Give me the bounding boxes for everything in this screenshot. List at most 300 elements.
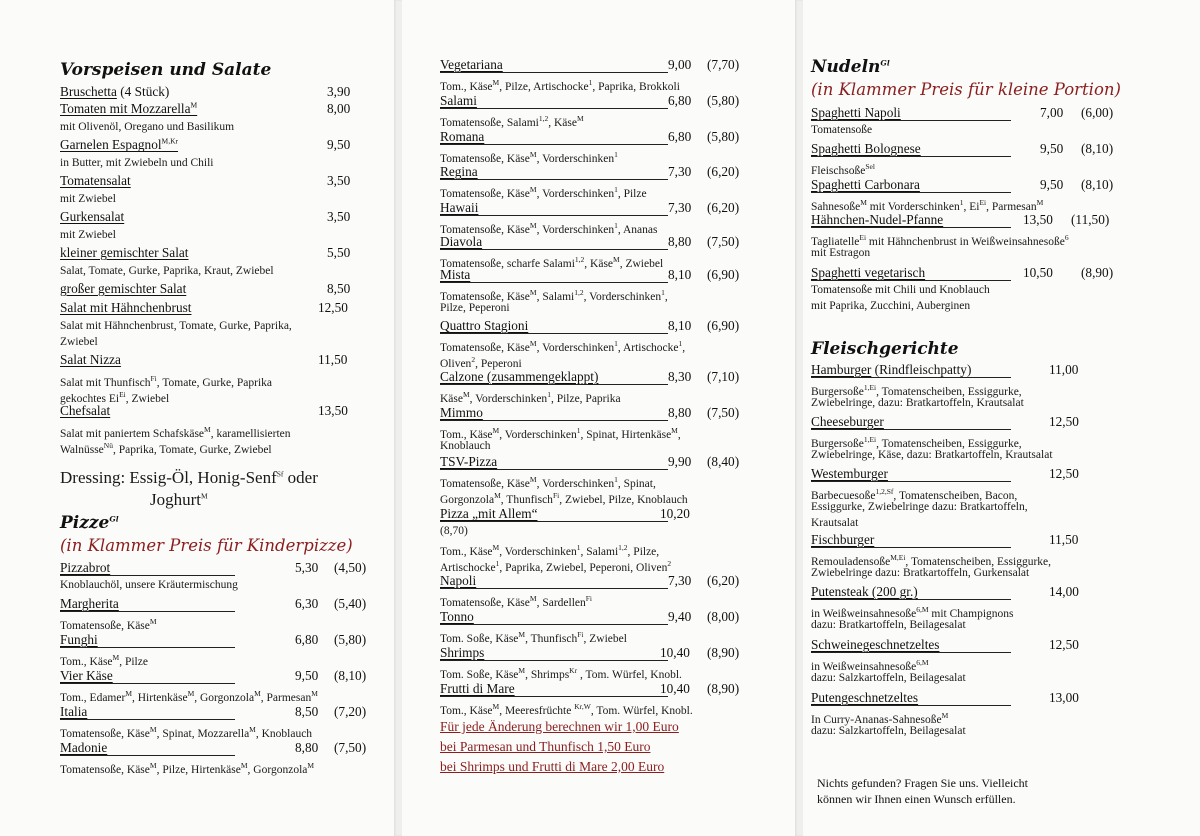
pasta-price-note: (in Klammer Preis für kleine Portion) bbox=[811, 80, 1121, 99]
allergen-code: 1,2 bbox=[574, 288, 584, 297]
allergen-code: Ei bbox=[859, 233, 867, 242]
allergen-code: 2 bbox=[667, 559, 672, 568]
item-name: Putengeschnetzeltes bbox=[811, 690, 919, 705]
leader-line bbox=[440, 624, 668, 625]
item-price-kids: (5,40) bbox=[334, 596, 367, 611]
item-price: 12,50 bbox=[1049, 637, 1079, 652]
item-price-kids: (8,00) bbox=[707, 609, 740, 624]
item-price: 7,30 bbox=[668, 164, 692, 179]
item-description: Tomatensoße, scharfe Salami$^{1,2}$, Käse$^M$, Zwiebel bbox=[440, 255, 664, 270]
item-price: 8,80 bbox=[668, 405, 692, 420]
allergen-code: M bbox=[187, 689, 195, 698]
item-description: gekochtes $Ei^{Ei}$, Zwiebel bbox=[60, 390, 170, 405]
pasta-item bbox=[811, 212, 1110, 228]
item-price: 7,00 bbox=[1040, 105, 1064, 120]
item-description: mit Zwiebel bbox=[60, 193, 116, 205]
item-description: Gorgonzola$^M$, Thunfisch$^{Fi}$, Zwiebel, Pilze, Knoblauch bbox=[440, 491, 688, 506]
item-name: Tonno bbox=[440, 609, 474, 624]
item-price-kids: (6,90) bbox=[707, 318, 740, 333]
item-price-small: (11,50) bbox=[1071, 212, 1110, 227]
meat-item bbox=[811, 637, 1079, 653]
allergen-code: 1 bbox=[614, 221, 618, 230]
pizza-price-note: (in Klammer Preis für Kinderpizze) bbox=[60, 536, 353, 555]
menu-item bbox=[60, 209, 351, 225]
allergen-code: Ei bbox=[979, 198, 987, 207]
item-price: 8,10 bbox=[668, 318, 692, 333]
item-name: Tomaten mit Mozzarella$^M$ bbox=[60, 101, 198, 117]
item-name: Margherita bbox=[60, 596, 119, 611]
allergen-code: M bbox=[860, 198, 867, 207]
item-price: 9,90 bbox=[668, 454, 692, 469]
leader-line bbox=[60, 683, 235, 684]
item-name: Hamburger bbox=[811, 362, 872, 377]
item-description: Tom., Käse$^M$, Pilze, Artischocke$^1$, Paprika, Brokkoli bbox=[440, 78, 680, 93]
pasta-item bbox=[811, 265, 1114, 281]
leader-line bbox=[440, 696, 668, 697]
leader-line bbox=[440, 384, 668, 385]
allergen-code: 1 bbox=[614, 475, 618, 484]
item-name: Quattro Stagioni bbox=[440, 318, 529, 333]
allergen-code: M bbox=[529, 339, 537, 348]
item-price-small: (8,10) bbox=[1081, 141, 1114, 156]
leader-line bbox=[440, 282, 668, 283]
item-description: Tomatensoße, Käse$^M$ bbox=[60, 617, 157, 632]
leader-line bbox=[811, 429, 1011, 430]
item-name: Funghi bbox=[60, 632, 98, 647]
item-description: Tomatensoße, Käse$^M$, Pilze, Hirtenkäse$^M$, Gorgonzola$^M$ bbox=[60, 761, 315, 776]
item-name: großer gemischter Salat bbox=[60, 281, 187, 296]
allergen-code: M bbox=[529, 185, 537, 194]
item-price: 8,30 bbox=[668, 369, 692, 384]
allergen-code: 1 bbox=[547, 390, 551, 399]
item-price-small: (8,10) bbox=[1081, 177, 1114, 192]
item-description: Tomatensoße, Käse$^M$, Salami$^{1,2}$, Vorderschinken$^1$, bbox=[440, 288, 668, 303]
allergen-code: M,Ei bbox=[890, 553, 906, 562]
pizza-item bbox=[440, 234, 740, 250]
item-price: 9,50 bbox=[295, 668, 319, 683]
item-price-kids: (7,20) bbox=[334, 704, 367, 719]
item-name: Tomatensalat bbox=[60, 173, 131, 188]
leader-line bbox=[440, 521, 668, 522]
leader-line bbox=[440, 660, 668, 661]
item-price: 8,50 bbox=[295, 704, 319, 719]
item-description: Knoblauchöl, unsere Kräutermischung bbox=[60, 579, 238, 591]
item-price: 11,00 bbox=[1049, 362, 1079, 377]
item-description: Burgersoße$^{1,Ei}$, Tomatenscheiben, Essiggurke, bbox=[811, 383, 1022, 398]
allergen-code: 1 bbox=[614, 150, 618, 159]
allergen-code: 1 bbox=[495, 559, 500, 568]
allergen-code: 1 bbox=[959, 198, 964, 207]
allergen-code: 6,M bbox=[916, 605, 929, 614]
allergen-code: Fi bbox=[552, 491, 560, 500]
allergen-code: 6 bbox=[1064, 233, 1069, 242]
item-price: 13,50 bbox=[1023, 212, 1053, 227]
item-description: Tomatensoße, Käse$^M$, Spinat, Mozzarella$^M$, Knoblauch bbox=[60, 725, 313, 740]
item-description: dazu: Salzkartoffeln, Beilagesalat bbox=[811, 672, 966, 684]
allergen-code: Fi bbox=[585, 594, 593, 603]
item-description: Tom. Soße, Käse$^M$, Shrimps$^{Kr}$ , Tom. Würfel, Knobl. bbox=[440, 666, 682, 681]
item-name: Schweinegeschnetzeltes bbox=[811, 637, 940, 652]
item-price-kids: (4,50) bbox=[334, 560, 367, 575]
allergen-code: 1 bbox=[661, 288, 665, 297]
item-name: Fischburger bbox=[811, 532, 875, 547]
allergen-code: M bbox=[149, 617, 157, 626]
footer-note: Nichts gefunden? Fragen Sie uns. Vielleicht bbox=[817, 776, 1029, 790]
leader-line bbox=[811, 156, 1011, 157]
meat-item bbox=[811, 466, 1079, 482]
item-price-kids: (8,40) bbox=[707, 454, 740, 469]
allergen-code: M,Kr bbox=[161, 137, 179, 146]
leader-line bbox=[811, 192, 1011, 193]
allergen-code: 1 bbox=[614, 339, 618, 348]
item-price: 6,80 bbox=[668, 129, 692, 144]
pizza-item bbox=[440, 318, 740, 334]
item-price: 7,30 bbox=[668, 200, 692, 215]
item-price: 10,50 bbox=[1023, 265, 1053, 280]
item-price-kids: (5,80) bbox=[707, 93, 740, 108]
item-price: 10,40 bbox=[660, 681, 690, 696]
surcharge-note: bei Shrimps und Frutti di Mare 2,00 Euro bbox=[440, 759, 665, 774]
pizza-item bbox=[440, 164, 740, 180]
allergen-code: M bbox=[307, 761, 315, 770]
pizza-item bbox=[440, 405, 740, 421]
item-name: Pizza „mit Allem“ bbox=[440, 506, 538, 521]
item-price: 11,50 bbox=[1049, 532, 1079, 547]
item-description: Tomatensoße, Käse$^M$, Vorderschinken$^1$, Artischocke$^1$, bbox=[440, 339, 686, 354]
allergen-code: M bbox=[529, 150, 537, 159]
leader-line bbox=[811, 227, 1011, 228]
item-description: dazu: Bratkartoffeln, Beilagesalat bbox=[811, 619, 966, 631]
allergen-code: M bbox=[492, 702, 500, 711]
leader-line bbox=[811, 280, 1011, 281]
meat-item bbox=[811, 690, 1079, 706]
item-price: 9,00 bbox=[668, 57, 692, 72]
item-name: Shrimps bbox=[440, 645, 485, 660]
pasta-item bbox=[811, 141, 1114, 157]
item-name: Calzone (zusammengeklappt) bbox=[440, 369, 599, 384]
item-price: 13,00 bbox=[1049, 690, 1079, 705]
item-price-kids: (5,80) bbox=[334, 632, 367, 647]
item-description: dazu: Salzkartoffeln, Beilagesalat bbox=[811, 725, 966, 737]
item-description: Tomatensoße mit Chili und Knoblauch bbox=[811, 284, 990, 296]
item-price-kids: (8,90) bbox=[707, 681, 740, 696]
pizza-item bbox=[60, 668, 367, 684]
item-description: mit Estragon bbox=[811, 247, 871, 259]
pizza-item bbox=[440, 129, 740, 145]
item-price: 6,30 bbox=[295, 596, 319, 611]
menu-item bbox=[60, 101, 351, 117]
menu-item bbox=[60, 352, 348, 368]
meat-item bbox=[811, 414, 1079, 430]
item-name: Spaghetti vegetarisch bbox=[811, 265, 926, 280]
pizza-item bbox=[60, 596, 367, 612]
item-portion: (Rindfleischpatty) bbox=[871, 362, 972, 377]
item-description: Tom., Käse$^M$, Vorderschinken$^1$, Spinat, Hirtenkäse$^M$, bbox=[440, 426, 681, 441]
item-price: 10,20 bbox=[660, 506, 690, 521]
item-name: Napoli bbox=[440, 573, 477, 588]
item-name: TSV-Pizza bbox=[440, 454, 498, 469]
surcharge-note: Für jede Änderung berechnen wir 1,00 Euro bbox=[440, 719, 679, 734]
item-description: Tomatensoße bbox=[811, 124, 873, 136]
section-heading-meat: Fleischgerichte bbox=[811, 339, 959, 359]
leader-line bbox=[60, 611, 235, 612]
item-name: Salat mit Hähnchenbrust bbox=[60, 300, 192, 315]
item-description: Barbecuesoße$^{1,2,Sf}$, Tomatenscheiben, Bacon, bbox=[811, 487, 1018, 502]
pizza-item bbox=[440, 267, 740, 283]
allergen-code: 1,2 bbox=[538, 114, 549, 123]
item-description: Tomatensoße, Salami$^{1,2}$, Käse$^M$ bbox=[440, 114, 584, 129]
item-description: Tomatensoße, Käse$^M$, Vorderschinken$^1$, Pilze bbox=[440, 185, 647, 200]
item-price: 8,80 bbox=[668, 234, 692, 249]
column-starters-pizza bbox=[0, 0, 393, 836]
item-description: Oliven$^2$, Peperoni bbox=[440, 355, 522, 370]
pizza-item bbox=[60, 560, 367, 576]
allergen-code: Nü bbox=[103, 441, 113, 450]
item-price-kids: (6,20) bbox=[707, 573, 740, 588]
item-price: 14,00 bbox=[1049, 584, 1079, 599]
item-price-kids: (7,50) bbox=[707, 405, 740, 420]
item-name: Salami bbox=[440, 93, 477, 108]
item-price: 3,50 bbox=[327, 209, 351, 224]
meat-item bbox=[811, 362, 1079, 378]
item-price-kids: (6,20) bbox=[707, 200, 740, 215]
item-description: Tom., Käse$^M$, Pilze bbox=[60, 653, 148, 668]
item-description: Käse$^M$, Vorderschinken$^1$, Pilze, Paprika bbox=[440, 390, 621, 405]
menu-item bbox=[60, 281, 351, 297]
allergen-code: M bbox=[941, 711, 949, 720]
leader-line bbox=[60, 575, 235, 576]
item-price: 12,50 bbox=[1049, 466, 1079, 481]
item-price: 9,50 bbox=[1040, 177, 1064, 192]
leader-line bbox=[440, 420, 668, 421]
allergen-code: M bbox=[463, 390, 470, 399]
menu-item bbox=[60, 403, 348, 419]
item-name: Regina bbox=[440, 164, 478, 179]
item-description: Tom., Käse$^M$, Meeresfrüchte $^{Kr,W}$, Tom. Würfel, Knobl. bbox=[440, 702, 693, 717]
item-price: 6,80 bbox=[295, 632, 319, 647]
allergen-code: Fi bbox=[150, 374, 157, 383]
allergen-code: 1,2 bbox=[618, 543, 628, 552]
pizza-item bbox=[440, 200, 740, 216]
item-price: 12,50 bbox=[318, 300, 348, 315]
allergen-code: 2 bbox=[471, 355, 476, 364]
item-name: Spaghetti Napoli bbox=[811, 105, 901, 120]
item-price: 9,40 bbox=[668, 609, 692, 624]
allergen-code: 1,Ei bbox=[863, 435, 877, 444]
surcharge-note: bei Parmesan und Thunfisch 1,50 Euro bbox=[440, 739, 651, 754]
item-name: Putensteak (200 gr.) bbox=[811, 584, 918, 599]
item-price-kids: (8,90) bbox=[707, 645, 740, 660]
item-description: Sahnesoße$^M$ mit Vorderschinken$^1$, $Ei^{Ei}$, Parmesan$^M$ bbox=[811, 198, 1044, 213]
allergen-code: M bbox=[492, 426, 500, 435]
allergen-code: M bbox=[576, 114, 584, 123]
menu-item bbox=[60, 245, 351, 261]
item-name: Bruschetta bbox=[60, 84, 117, 99]
item-price: 11,50 bbox=[318, 352, 348, 367]
leader-line bbox=[440, 72, 668, 73]
item-price: 3,50 bbox=[327, 173, 351, 188]
allergen-code: M bbox=[240, 761, 248, 770]
pizza-item bbox=[60, 704, 367, 720]
item-description: (8,70) bbox=[440, 525, 468, 537]
menu-item bbox=[60, 84, 351, 100]
item-name: Chefsalat bbox=[60, 403, 111, 418]
leader-line bbox=[811, 481, 1011, 482]
item-description: Knoblauch bbox=[440, 440, 491, 452]
item-name: Italia bbox=[60, 704, 88, 719]
item-price-kids: (6,20) bbox=[707, 164, 740, 179]
item-name: Salat Nizza bbox=[60, 352, 121, 367]
item-description: Zwiebelringe dazu: Bratkartoffeln, Gurkensalat bbox=[811, 567, 1030, 579]
item-description: Remouladensoße$^{M,Ei}$, Tomatenscheiben, Essiggurke, bbox=[811, 553, 1051, 568]
menu-item bbox=[60, 300, 348, 316]
dressing-line: Dressing: Essig-Öl, Honig-Senf$^{Sf}$ oder bbox=[60, 468, 318, 487]
item-description: Tomatensoße, Käse$^M$, Sardellen$^{Fi}$ bbox=[440, 594, 593, 609]
item-description: Tom., Edamer$^M$, Hirtenkäse$^M$, Gorgonzola$^M$, Parmesan$^M$ bbox=[60, 689, 318, 704]
leader-line bbox=[811, 120, 1011, 121]
pizza-item bbox=[440, 573, 740, 589]
item-name: Cheeseburger bbox=[811, 414, 884, 429]
item-description: mit Paprika, Zucchini, Auberginen bbox=[811, 300, 971, 312]
item-price: 8,00 bbox=[327, 101, 351, 116]
item-description: Salat, Tomate, Gurke, Paprika, Kraut, Zwiebel bbox=[60, 265, 274, 277]
pizza-item bbox=[440, 609, 740, 625]
item-description: Tomatensoße, Käse$^M$, Vorderschinken$^1$ bbox=[440, 150, 618, 165]
item-description: Tomatensoße, Käse$^M$, Vorderschinken$^1$, Ananas bbox=[440, 221, 658, 236]
item-price-kids: (6,90) bbox=[707, 267, 740, 282]
allergen-code: Sel bbox=[865, 162, 875, 171]
item-description: in Butter, mit Zwiebeln und Chili bbox=[60, 157, 214, 169]
leader-line bbox=[440, 108, 668, 109]
allergen-code: M bbox=[249, 725, 256, 734]
item-description: in Weißweinsahnesoße$^{6,M}$ mit Champignons bbox=[811, 605, 1014, 620]
meat-item bbox=[811, 584, 1079, 600]
column-divider bbox=[795, 0, 803, 836]
item-price: 8,80 bbox=[295, 740, 319, 755]
allergen-code: 1 bbox=[678, 339, 683, 348]
menu-item bbox=[60, 173, 351, 189]
allergen-code: 1 bbox=[576, 543, 581, 552]
allergen-code: M bbox=[311, 689, 318, 698]
item-price: 12,50 bbox=[1049, 414, 1079, 429]
allergen-code: Kr bbox=[569, 666, 578, 675]
allergen-code: 1 bbox=[576, 426, 581, 435]
pizza-item bbox=[440, 506, 690, 522]
item-price-kids: (7,10) bbox=[707, 369, 740, 384]
pizza-item bbox=[440, 645, 740, 661]
item-name: Mista bbox=[440, 267, 471, 282]
item-name: Westemburger bbox=[811, 466, 888, 481]
item-description: Zwiebel bbox=[60, 336, 98, 348]
item-description: Tom. Soße, Käse$^M$, Thunfisch$^{Fi}$, Zwiebel bbox=[440, 630, 627, 645]
item-name: Romana bbox=[440, 129, 485, 144]
item-description: Krautsalat bbox=[811, 517, 859, 529]
allergen-code: M bbox=[529, 288, 537, 297]
item-description: in Weißweinsahnesoße$^{6,M}$ bbox=[811, 658, 929, 673]
section-heading-starters: Vorspeisen und Salate bbox=[60, 60, 272, 80]
column-pizza-continued bbox=[402, 0, 795, 836]
item-price-kids: (8,10) bbox=[334, 668, 367, 683]
allergen-code: 1 bbox=[614, 185, 618, 194]
allergen-code: M bbox=[190, 101, 198, 110]
item-name: Garnelen Espagnol$^{M,Kr}$ bbox=[60, 137, 179, 153]
column-pasta-meat bbox=[803, 0, 1200, 836]
item-description: Tagliatelle$^{Ei}$ mit Hähnchenbrust in Weißweinsahnesoße$^6$ bbox=[811, 233, 1069, 248]
item-name: Madonie bbox=[60, 740, 108, 755]
leader-line bbox=[811, 377, 1011, 378]
pizza-item bbox=[60, 740, 367, 756]
allergen-code: M bbox=[518, 630, 526, 639]
item-name: Diavola bbox=[440, 234, 483, 249]
item-price: 9,50 bbox=[1040, 141, 1064, 156]
item-price-kids: (5,80) bbox=[707, 129, 740, 144]
leader-line bbox=[60, 755, 235, 756]
menu-item bbox=[60, 137, 351, 153]
leader-line bbox=[440, 588, 668, 589]
item-name: Hawaii bbox=[440, 200, 479, 215]
item-name: Spaghetti Carbonara bbox=[811, 177, 920, 192]
allergen-code: M bbox=[149, 761, 157, 770]
allergen-code: M bbox=[1036, 198, 1044, 207]
item-price: 9,50 bbox=[327, 137, 351, 152]
leader-line bbox=[811, 705, 1011, 706]
leader-line bbox=[440, 469, 668, 470]
allergen-code: M bbox=[125, 689, 132, 698]
item-description: Pilze, Peperoni bbox=[440, 302, 510, 314]
allergen-code: M bbox=[529, 475, 537, 484]
pizza-item bbox=[440, 57, 740, 73]
dressing-line-2: Joghurt$^M$ bbox=[150, 490, 208, 509]
item-description: Walnüsse$^{Nü}$, Paprika, Tomate, Gurke, Zwiebel bbox=[60, 441, 272, 456]
allergen-code: 1,2,Sf bbox=[875, 487, 894, 496]
item-price: 5,30 bbox=[295, 560, 319, 575]
item-description: Salat mit Hähnchenbrust, Tomate, Gurke, Paprika, bbox=[60, 320, 292, 332]
item-price-kids: (7,50) bbox=[707, 234, 740, 249]
item-price-kids: (7,50) bbox=[334, 740, 367, 755]
leader-line bbox=[60, 719, 235, 720]
column-divider bbox=[394, 0, 402, 836]
item-description: Fleischsoße$^{Sel}$ bbox=[811, 162, 875, 177]
allergen-code: M bbox=[613, 255, 620, 264]
item-price: 3,90 bbox=[327, 84, 351, 99]
item-name: Vier Käse bbox=[60, 668, 113, 683]
leader-line bbox=[440, 249, 668, 250]
allergen-code: Ei bbox=[119, 390, 126, 399]
pizza-item bbox=[440, 454, 740, 470]
item-description: Zwiebelringe, Käse, dazu: Bratkartoffeln, Krautsalat bbox=[811, 449, 1053, 461]
allergen-code: M bbox=[529, 594, 537, 603]
item-name: Mimmo bbox=[440, 405, 483, 420]
allergen-code: M bbox=[671, 426, 678, 435]
footer-note: können wir Ihnen einen Wunsch erfüllen. bbox=[817, 792, 1016, 806]
leader-line bbox=[440, 179, 668, 180]
allergen-code: M bbox=[204, 425, 211, 434]
item-portion: (4 Stück) bbox=[116, 84, 170, 99]
item-description: Essiggurke, Zwiebelringe dazu: Bratkartoffeln, bbox=[811, 501, 1028, 513]
allergen-code: M bbox=[254, 689, 261, 698]
allergen-code: 1,2 bbox=[574, 255, 585, 264]
leader-line bbox=[811, 652, 1011, 653]
leader-line bbox=[440, 215, 668, 216]
allergen-code: M bbox=[492, 543, 500, 552]
meat-item bbox=[811, 532, 1079, 548]
pasta-item bbox=[811, 105, 1114, 121]
item-price: 7,30 bbox=[668, 573, 692, 588]
item-description: Burgersoße$^{1,Ei}$, Tomatenscheiben, Essiggurke, bbox=[811, 435, 1022, 450]
leader-line bbox=[440, 333, 668, 334]
item-price-small: (8,90) bbox=[1081, 265, 1114, 280]
allergen-code: 6,M bbox=[916, 658, 929, 667]
